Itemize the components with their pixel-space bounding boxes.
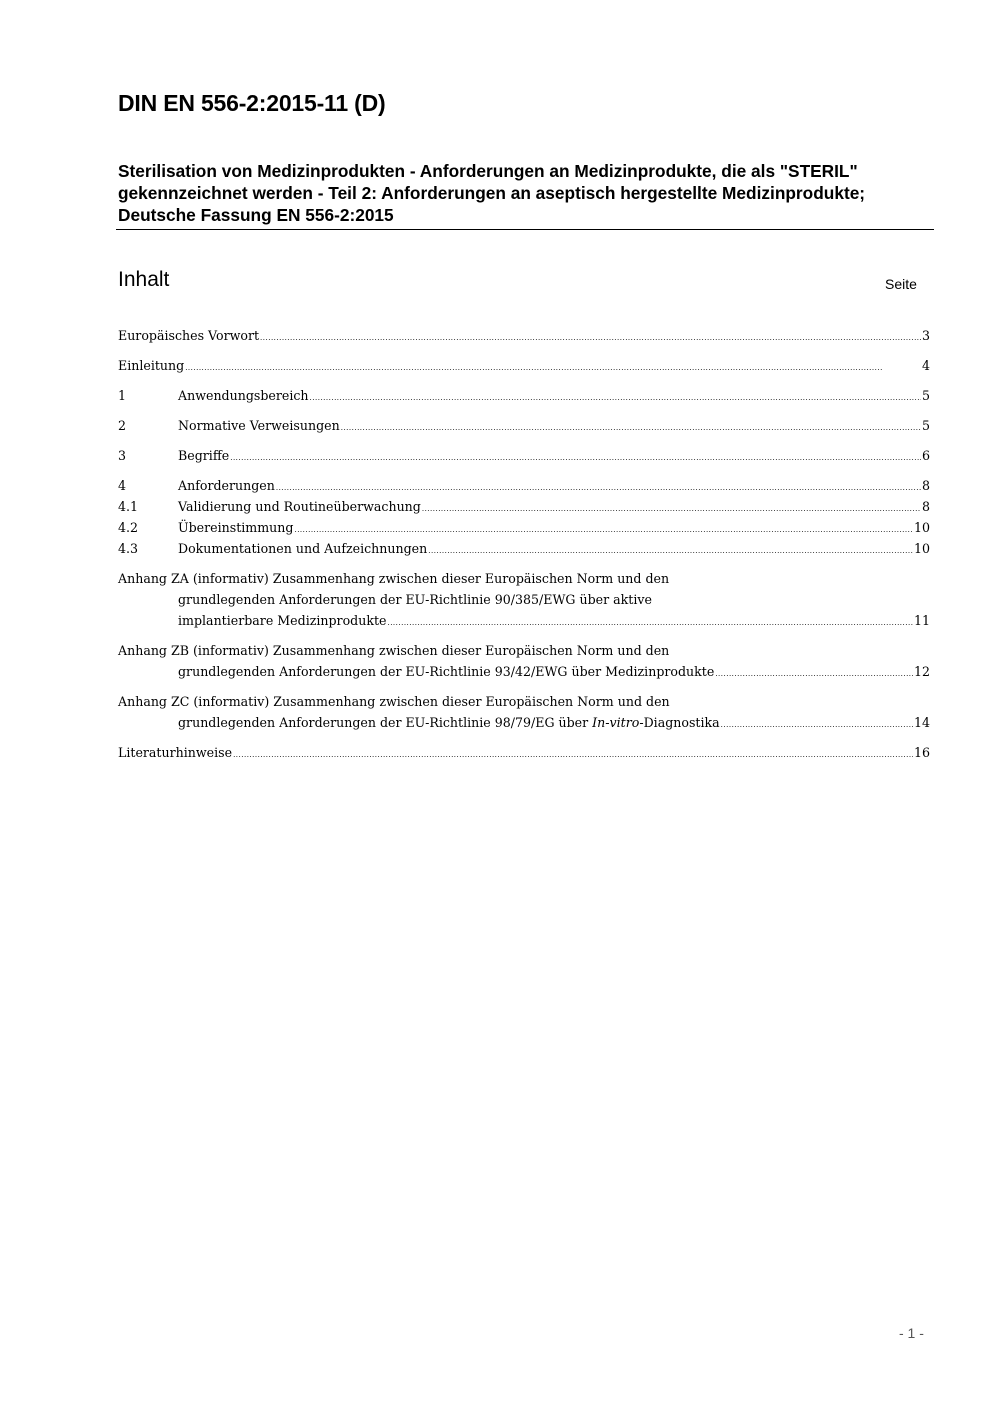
annex-text-line: implantierbare Medizinprodukte [178, 613, 387, 628]
page-number: - 1 - [899, 1325, 924, 1341]
toc-entry-4[interactable] [118, 475, 930, 496]
annex-last-line [118, 712, 930, 733]
toc-entry-page: 16 [913, 745, 930, 760]
toc-leader-dots [715, 664, 913, 685]
toc-leader-dots [260, 328, 921, 349]
toc-entry-label: Normative Verweisungen [178, 418, 340, 433]
toc-entry-number: 2 [118, 418, 127, 433]
toc-entry-page: 12 [913, 664, 930, 679]
toc-entry-number: 4.1 [118, 499, 139, 514]
toc-leader-dots [387, 613, 912, 634]
toc-annex-zb[interactable] [118, 640, 930, 682]
toc-entry-1[interactable] [118, 385, 930, 406]
toc-entry-4-3[interactable] [118, 538, 930, 559]
toc-leader-dots [230, 448, 921, 469]
toc-leader-dots [310, 388, 921, 409]
toc-entry-label: Anforderungen [178, 478, 275, 493]
toc-entry-number: 3 [118, 448, 127, 463]
toc-entry-label: Anwendungsbereich [178, 388, 309, 403]
annex-last-line [118, 661, 930, 682]
toc-annex-zc[interactable] [118, 691, 930, 733]
toc-entry-label: Übereinstimmung [178, 520, 294, 535]
toc-entry-page: 11 [913, 613, 930, 628]
toc-leader-dots [428, 541, 913, 562]
toc-leader-dots [721, 715, 913, 736]
toc-entry-4-1[interactable] [118, 496, 930, 517]
toc-entry-page: 6 [921, 448, 930, 463]
annex-text-line: grundlegenden Anforderungen der EU-Richtlinie 90/385/EWG über aktive [178, 592, 652, 607]
table-of-contents [118, 325, 930, 763]
annex-heading-line: Anhang ZB (informativ) Zusammenhang zwischen dieser Europäischen Norm und den [118, 643, 670, 658]
annex-text-post: -Diagnostika [639, 715, 720, 730]
toc-leader-dots [185, 358, 921, 379]
toc-entry-page: 5 [921, 388, 930, 403]
toc-entry-vorwort[interactable] [118, 325, 930, 346]
annex-text-pre: grundlegenden Anforderungen der EU-Richtlinie 98/79/EG über [178, 715, 593, 730]
toc-entry-4-2[interactable] [118, 517, 930, 538]
toc-entry-page: 4 [921, 358, 930, 373]
toc-entry-label: Begriffe [178, 448, 230, 463]
toc-entry-label: Dokumentationen und Aufzeichnungen [178, 541, 428, 556]
toc-entry-label: Literaturhinweise [118, 745, 233, 760]
toc-entry-page: 8 [921, 499, 930, 514]
toc-entry-page: 10 [913, 520, 930, 535]
annex-text-line: grundlegenden Anforderungen der EU-Richtlinie 93/42/EWG über Medizinprodukte [178, 664, 715, 679]
toc-entry-page: 5 [921, 418, 930, 433]
toc-entry-number: 4.3 [118, 541, 139, 556]
toc-entry-label: Validierung und Routineüberwachung [178, 499, 421, 514]
toc-entry-3[interactable] [118, 445, 930, 466]
toc-entry-number: 4.2 [118, 520, 139, 535]
toc-annex-za[interactable] [118, 568, 930, 631]
annex-text-italic: In-vitro [592, 715, 640, 730]
annex-text-line [178, 712, 720, 733]
toc-leader-dots [341, 418, 921, 439]
toc-entry-number: 4 [118, 478, 127, 493]
toc-entry-2[interactable] [118, 415, 930, 436]
toc-entry-label: Europäisches Vorwort [118, 328, 260, 343]
annex-heading-line: Anhang ZA (informativ) Zusammenhang zwischen dieser Europäischen Norm und den [118, 571, 670, 586]
annex-heading-line: Anhang ZC (informativ) Zusammenhang zwischen dieser Europäischen Norm und den [118, 694, 670, 709]
toc-entry-page: 8 [921, 478, 930, 493]
toc-entry-einleitung[interactable] [118, 355, 930, 376]
document-id: DIN EN 556-2:2015-11 (D) [118, 90, 386, 116]
toc-entry-number: 1 [118, 388, 127, 403]
toc-heading: Inhalt [118, 268, 170, 291]
toc-leader-dots [422, 499, 921, 520]
title-divider [116, 229, 934, 230]
toc-entry-label: Einleitung [118, 358, 185, 373]
page-column-label: Seite [885, 276, 917, 292]
annex-last-line [118, 610, 930, 631]
document-title: Sterilisation von Medizinprodukten - Anforderungen an Medizinprodukte, die als "STERIL" gekennzeichnet werden - Teil 2: Anforderungen an aseptisch hergestellte Medizinprodukte; Deutsche Fassung EN 556-2:2015 [118, 161, 866, 225]
toc-leader-dots [233, 745, 913, 766]
toc-entry-page: 3 [921, 328, 930, 343]
toc-entry-literaturhinweise[interactable] [118, 742, 930, 763]
toc-entry-page: 10 [913, 541, 930, 556]
toc-entry-page: 14 [913, 715, 930, 730]
